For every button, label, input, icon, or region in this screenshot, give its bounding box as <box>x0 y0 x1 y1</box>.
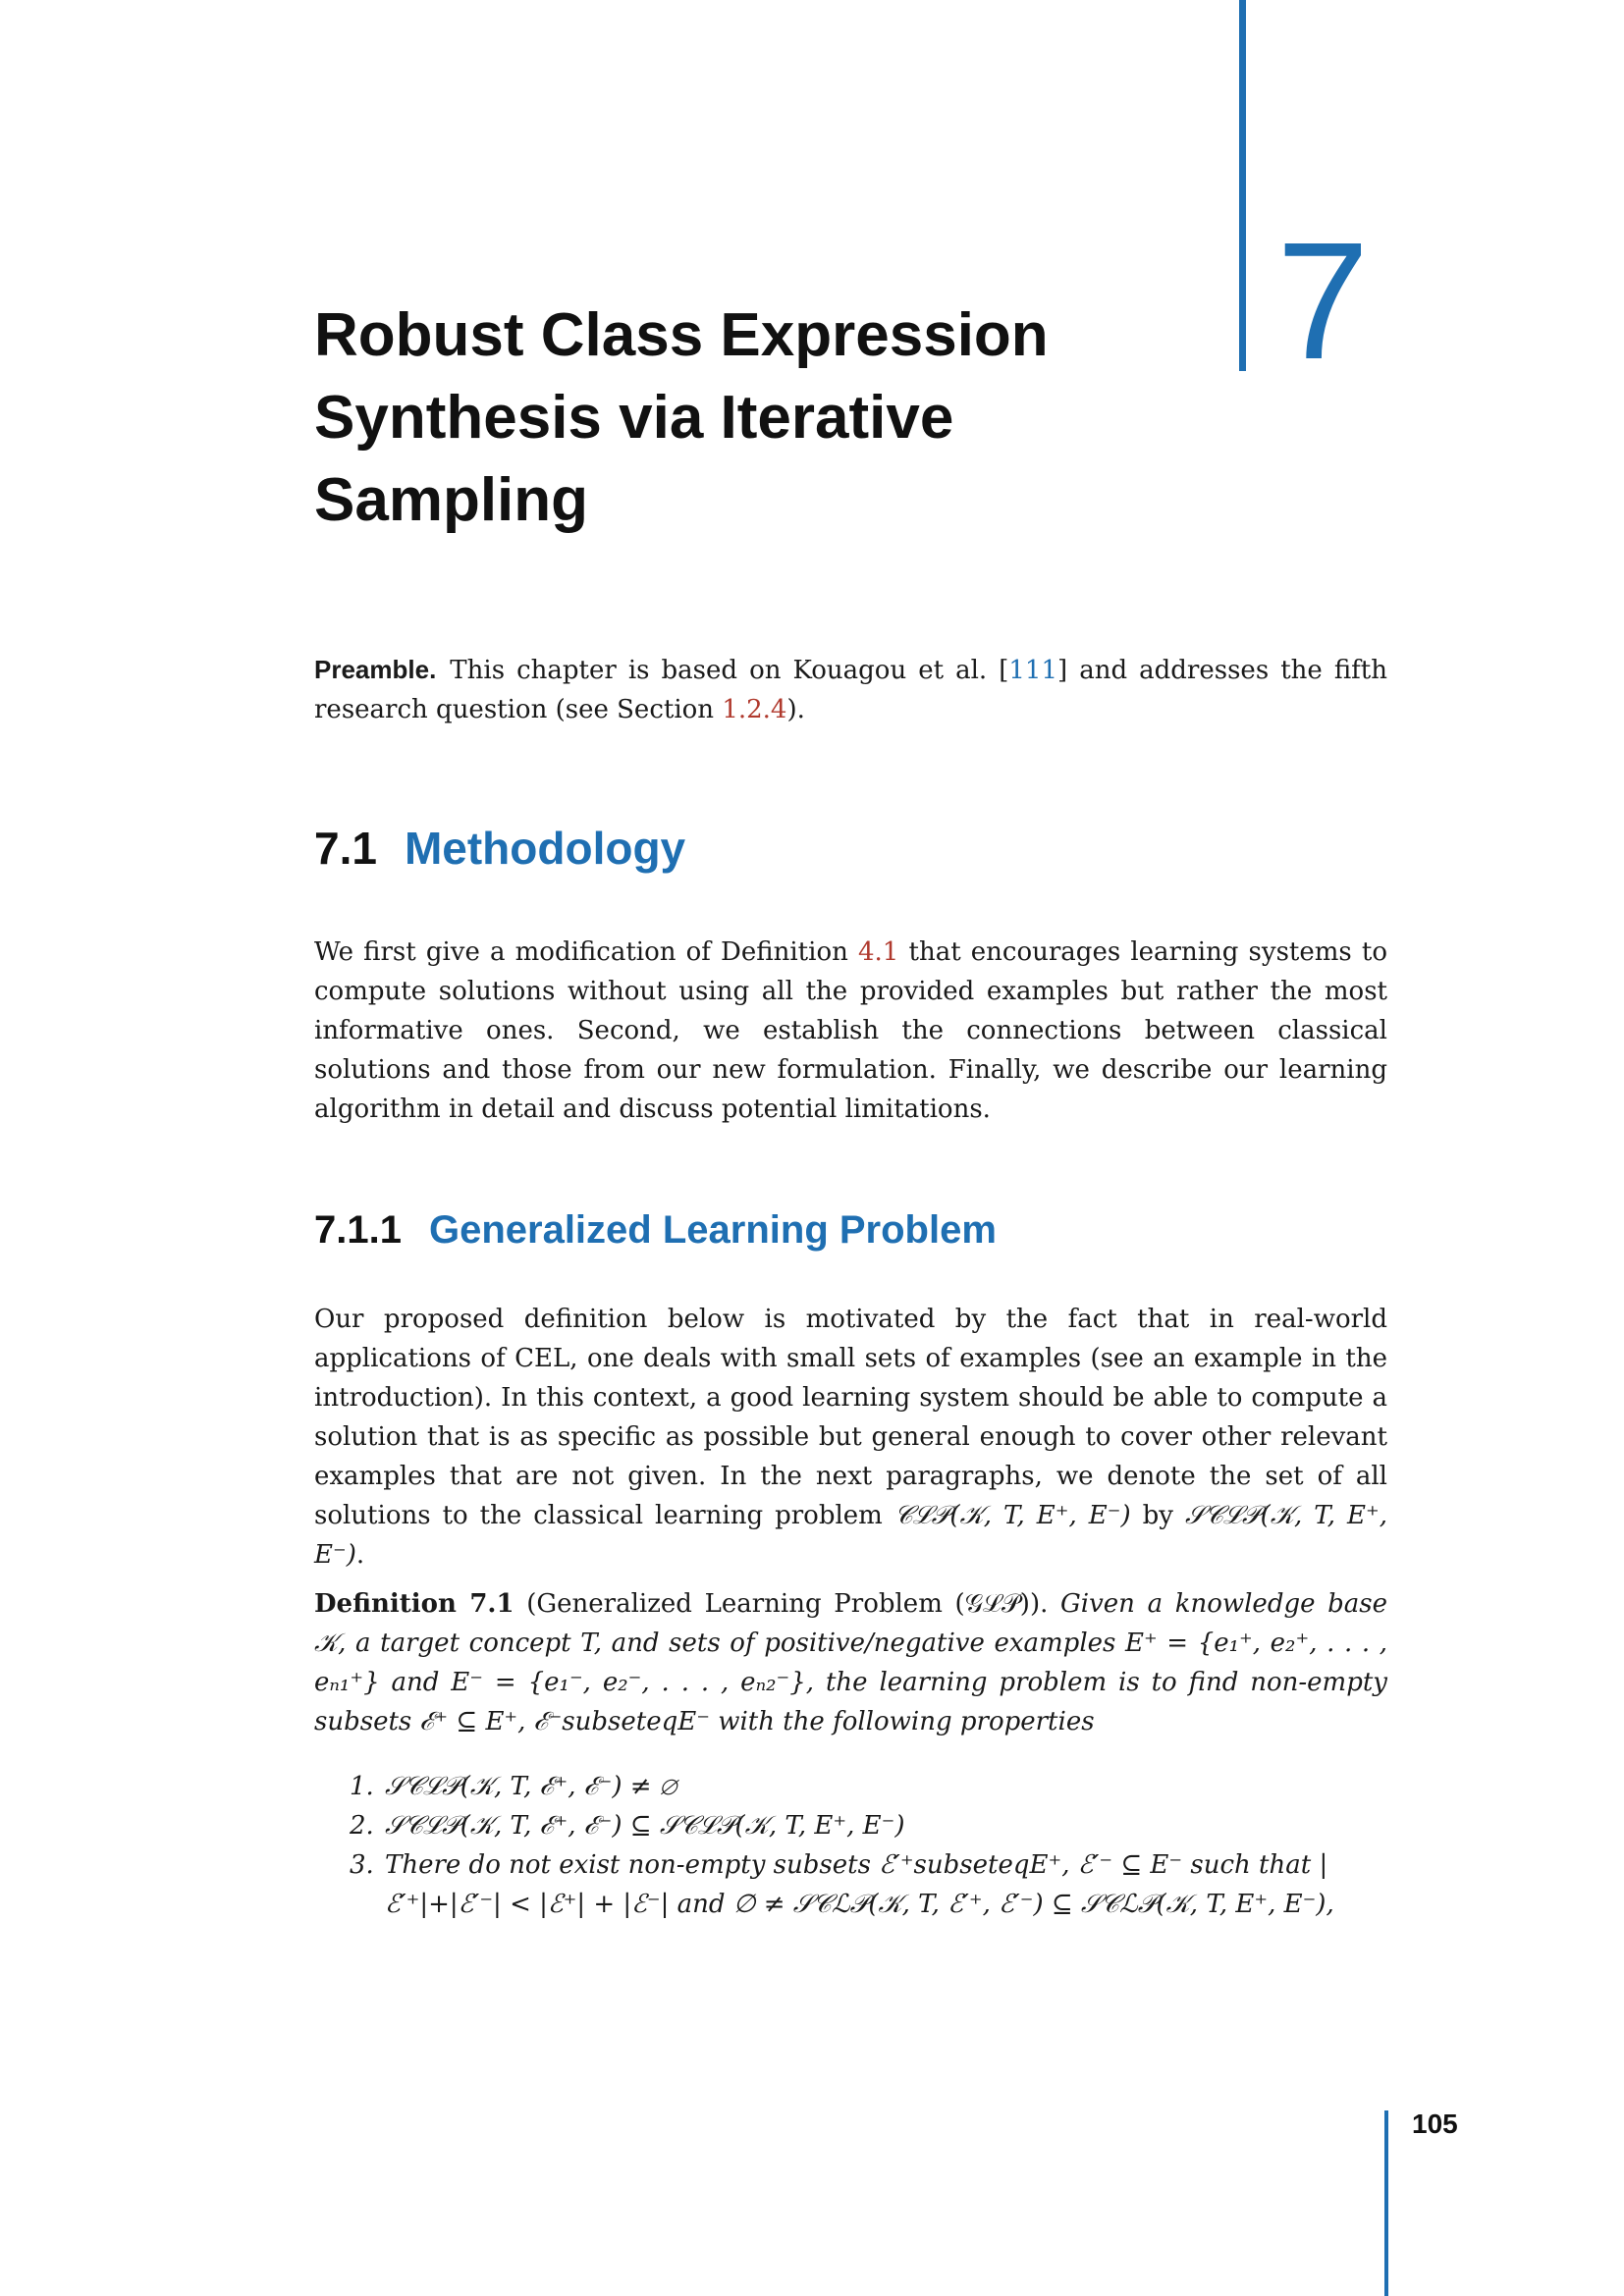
math-expression: 𝒮𝒞ℒ𝒫(𝒦, T, E⁺, E⁻) <box>314 1501 1387 1570</box>
list-item-text: There do not exist non-empty subsets ℰ′⁺subseteqE⁺, ℰ′⁻ ⊆ E⁻ such that |ℰ′⁺|+|ℰ′⁻| < |ℰ⁺| + |ℰ⁻| and ∅ ≠ 𝒮𝒞ℒ𝒫(𝒦, T, ℰ′⁺, ℰ′⁻) ⊆ 𝒮𝒞ℒ𝒫(𝒦, T, E⁺, E⁻), <box>385 1850 1334 1919</box>
definition-label: Definition 7.1 <box>314 1589 514 1619</box>
definition-body: Given a knowledge base 𝒦, a target concept T, and sets of positive/negative examples E⁺ = {e₁⁺, e₂⁺, . . . , eₙ₁⁺} and E⁻ = {e₁⁻, e₂⁻, . . . , eₙ₂⁻}, the learning problem is to find non-empty subsets ℰ⁺ ⊆ E⁺, ℰ⁻subseteqE⁻ with the following properties <box>314 1589 1388 1736</box>
preamble-text: ). <box>786 695 805 724</box>
methodology-paragraph <box>314 933 1387 1129</box>
chapter-title-line: Synthesis via Iterative <box>314 384 954 452</box>
chapter-number: 7 <box>1276 208 1370 395</box>
list-item <box>350 1767 1387 1806</box>
section-reference-link[interactable]: 1.2.4 <box>722 695 787 724</box>
definition-name: (Generalized Learning Problem (𝒢ℒ𝒫)). <box>526 1589 1049 1619</box>
subsection-title: Generalized Learning Problem <box>428 1208 997 1252</box>
paragraph-text: by <box>1130 1501 1185 1530</box>
paragraph-text: Our proposed definition below is motivated by the fact that in real-world applications of CEL, one deals with small sets of examples (see an example in the introduction). In this context, a good learning system should be able to compute a solution that is as specific as possible but general enough to cover other relevant examples that are not given. In the next paragraphs, we denote the set of all solutions to the classical learning problem <box>314 1305 1387 1530</box>
paragraph-text: We first give a modification of Definition <box>314 937 858 967</box>
math-expression: 𝒞ℒ𝒫(𝒦, T, E⁺, E⁻) <box>893 1501 1131 1530</box>
list-item <box>350 1806 1387 1845</box>
chapter-rule <box>1239 0 1246 371</box>
section-heading <box>314 821 685 876</box>
chapter-title-line: Sampling <box>314 466 589 534</box>
definition-reference-link[interactable]: 4.1 <box>858 937 899 967</box>
paragraph-text: that encourages learning systems to compute solutions without using all the provided examples but rather the most informative ones. Second, we establish the connections between classical solutions and those from our new formulation. Finally, we describe our learning algorithm in detail and discuss potential limitations. <box>314 937 1387 1124</box>
list-marker: 2. <box>350 1811 374 1841</box>
section-title: Methodology <box>404 823 686 874</box>
definition-property-list <box>350 1767 1387 1924</box>
list-item <box>350 1845 1387 1924</box>
subsection-number: 7.1.1 <box>314 1208 402 1252</box>
preamble-text: This chapter is based on Kouagou et al. [ <box>450 656 1009 685</box>
chapter-title-line: Robust Class Expression <box>314 301 1049 369</box>
definition-block <box>314 1584 1387 1741</box>
list-marker: 1. <box>350 1772 374 1801</box>
citation-link[interactable]: 111 <box>1008 656 1058 685</box>
page-number: 105 <box>1412 2109 1458 2139</box>
list-item-text: 𝒮𝒞ℒ𝒫(𝒦, T, ℰ⁺, ℰ⁻) ≠ ∅ <box>385 1772 677 1801</box>
subsection-heading <box>314 1205 997 1255</box>
preamble-label: Preamble. <box>314 655 437 684</box>
list-item-text: 𝒮𝒞ℒ𝒫(𝒦, T, ℰ⁺, ℰ⁻) ⊆ 𝒮𝒞ℒ𝒫(𝒦, T, E⁺, E⁻) <box>385 1811 905 1841</box>
chapter-title <box>314 294 1060 542</box>
section-number: 7.1 <box>314 823 377 874</box>
glp-paragraph <box>314 1300 1387 1575</box>
page-number-rule <box>1384 2110 1388 2296</box>
preamble-paragraph <box>314 650 1387 729</box>
list-marker: 3. <box>350 1850 374 1880</box>
preamble-text: ] and addresses the fifth research question (see Section <box>314 656 1387 724</box>
paragraph-text: . <box>355 1540 365 1570</box>
